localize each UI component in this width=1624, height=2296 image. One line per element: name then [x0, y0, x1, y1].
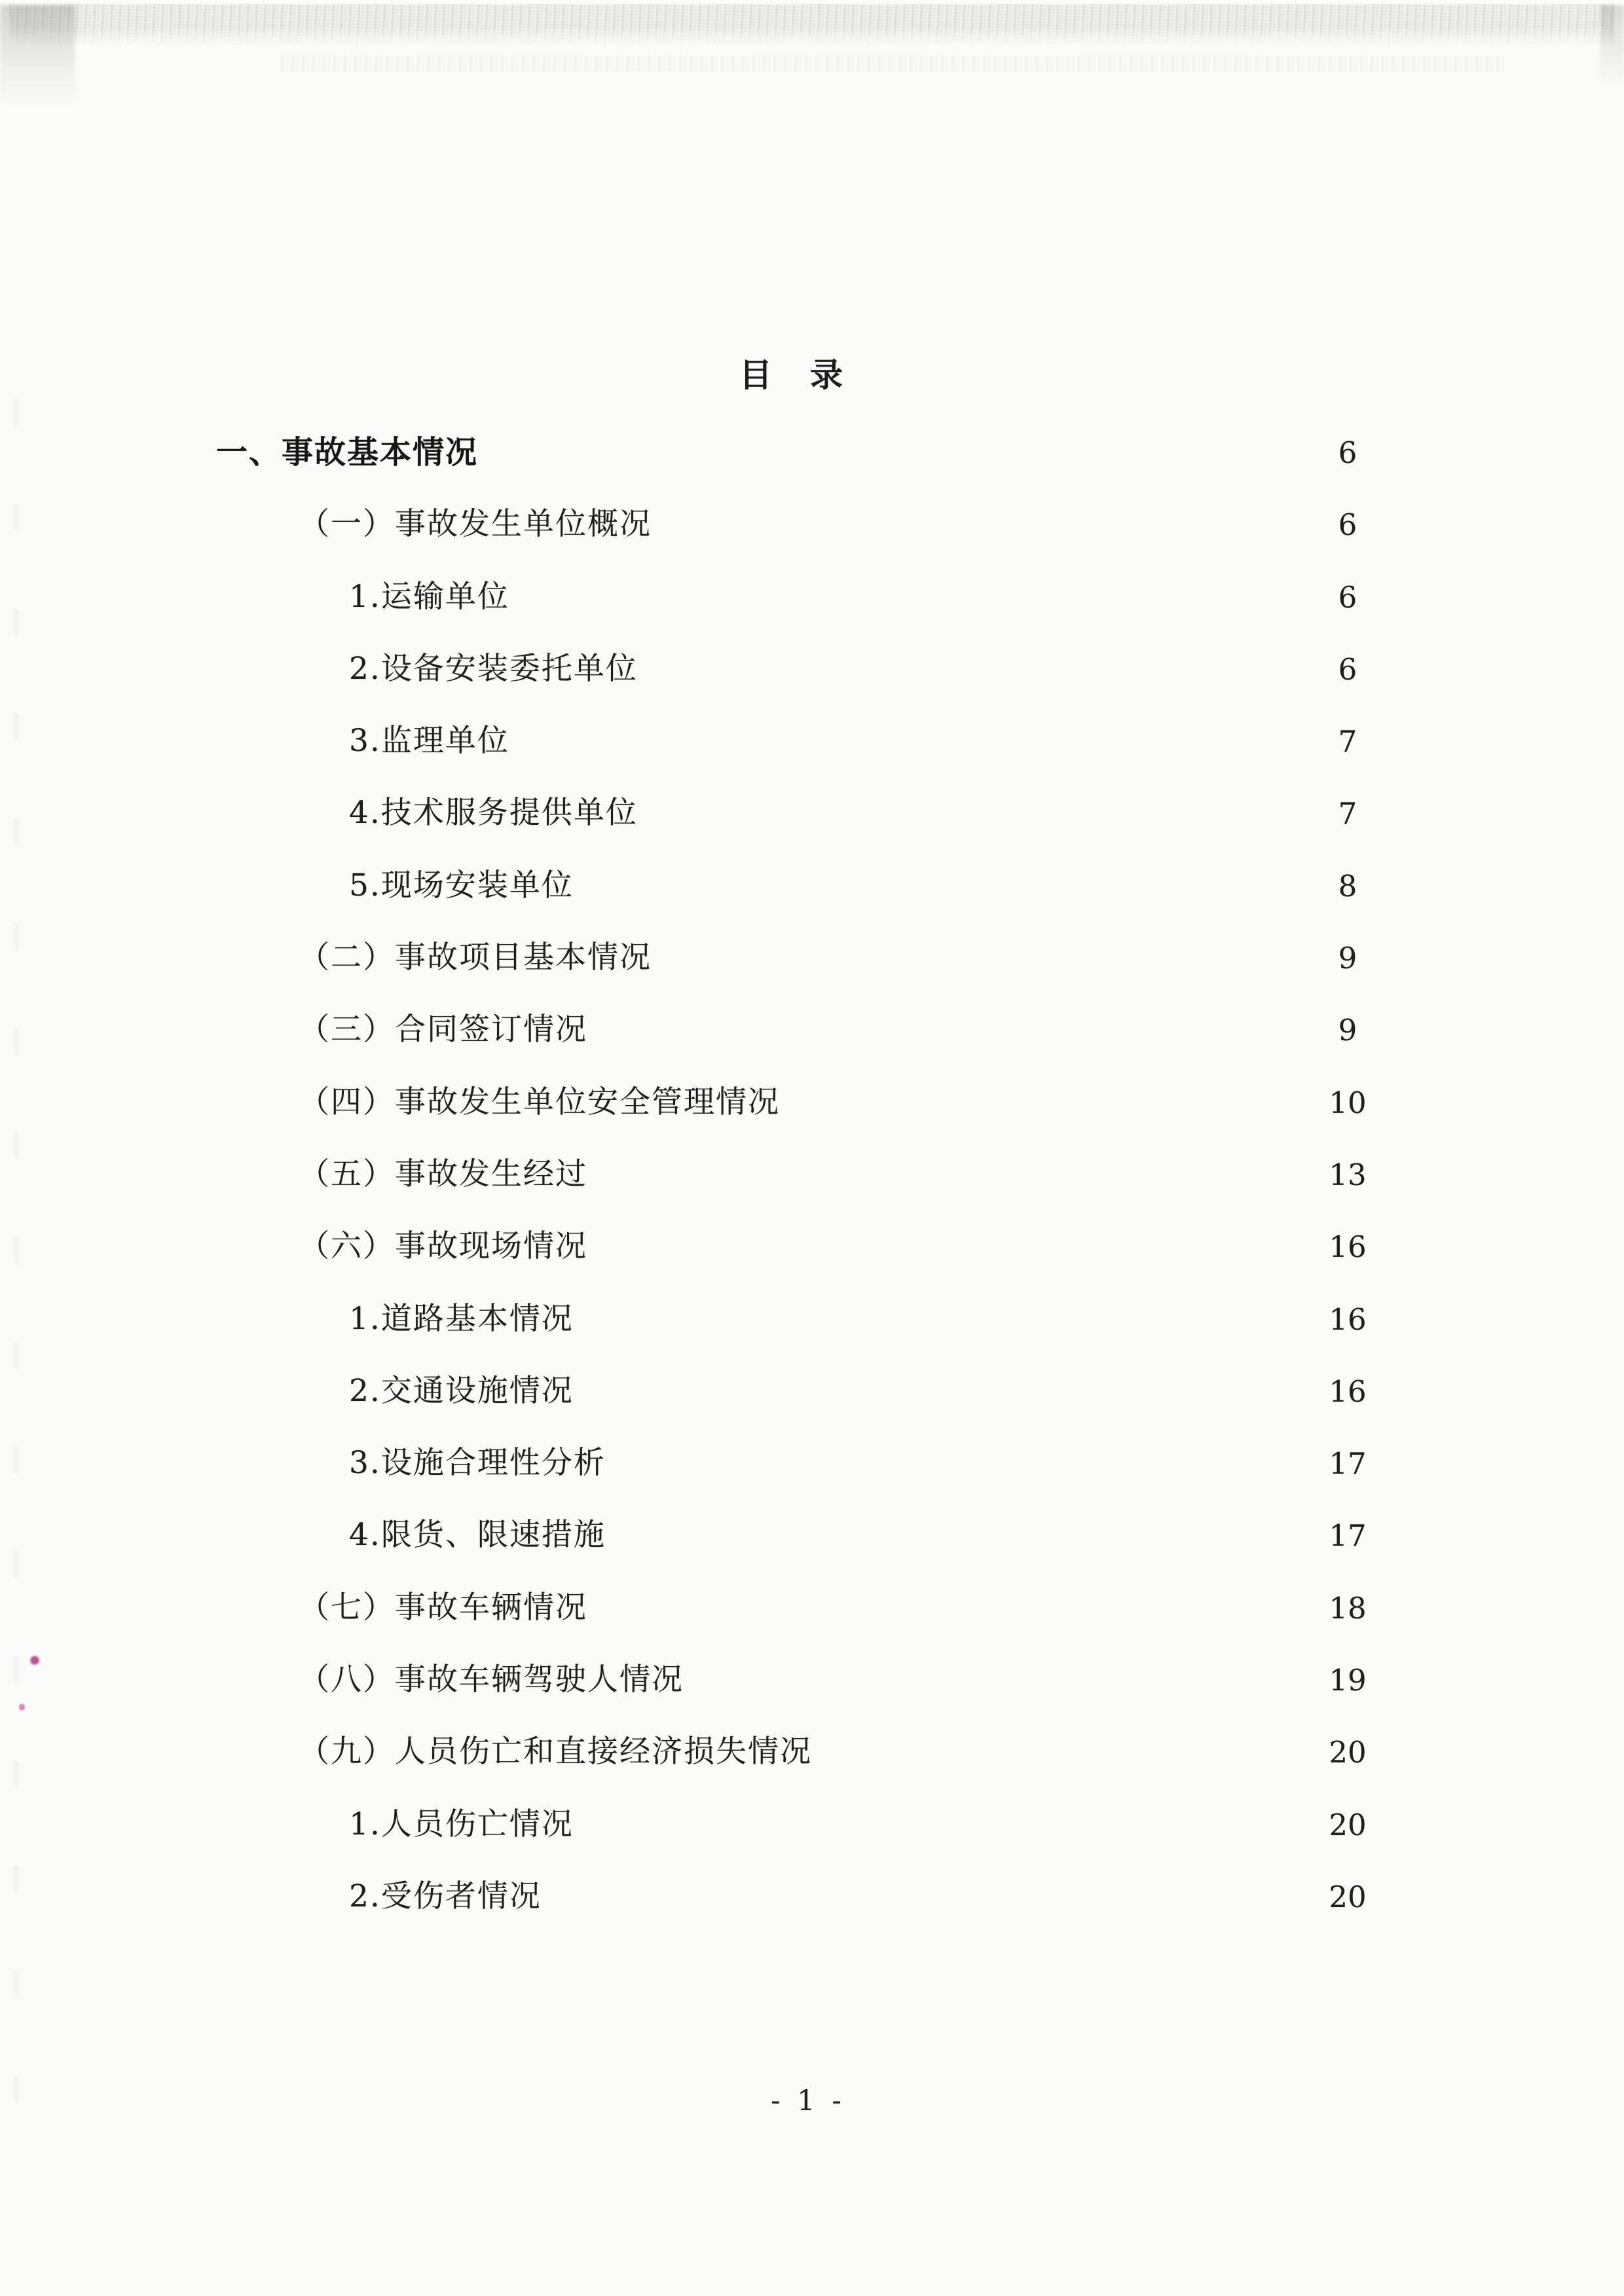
toc-entry-label: 3.监理单位 — [349, 723, 509, 759]
toc-entry-page: 19 — [1329, 1663, 1367, 1698]
toc-row — [0, 1433, 1624, 1505]
toc-entry-label: 3.设施合理性分析 — [349, 1445, 606, 1482]
scan-smudge-top-left — [0, 5, 75, 107]
toc-row — [0, 1722, 1624, 1794]
toc-row — [0, 494, 1624, 566]
toc-row — [0, 1867, 1624, 1939]
toc-entry-page: 18 — [1329, 1590, 1367, 1626]
toc-list — [0, 422, 1624, 1939]
toc-entry-label: 1.人员伤亡情况 — [349, 1806, 574, 1842]
toc-entry-page: 17 — [1329, 1518, 1367, 1554]
toc-row — [0, 1795, 1624, 1867]
toc-entry-page: 7 — [1338, 796, 1357, 831]
toc-row — [0, 1144, 1624, 1216]
toc-entry-page: 7 — [1338, 724, 1357, 759]
toc-entry-label: 2.设备安装委托单位 — [349, 650, 638, 687]
toc-row — [0, 422, 1624, 494]
toc-entry-page: 8 — [1338, 868, 1357, 903]
page-title: 目 录 — [739, 355, 845, 394]
toc-row — [0, 928, 1624, 1000]
toc-entry-page: 20 — [1329, 1735, 1367, 1770]
toc-row — [0, 1650, 1624, 1722]
toc-entry-page: 20 — [1329, 1879, 1367, 1914]
toc-entry-label: 2.交通设施情况 — [349, 1372, 574, 1409]
toc-entry-page: 6 — [1338, 651, 1357, 687]
toc-row — [0, 1216, 1624, 1288]
toc-entry-label: （三）合同签订情况 — [299, 1011, 587, 1048]
toc-row — [0, 1289, 1624, 1361]
scan-smudge-top-right — [1600, 5, 1624, 87]
scan-noise-band — [9, 4, 1615, 46]
toc-entry-label: （一）事故发生单位概况 — [299, 506, 652, 543]
toc-entry-label: 1.道路基本情况 — [349, 1300, 574, 1337]
toc-entry-page: 9 — [1338, 941, 1357, 976]
toc-entry-label: （七）事故车辆情况 — [299, 1589, 587, 1626]
scan-noise-line — [282, 56, 1506, 72]
toc-entry-page: 16 — [1329, 1374, 1367, 1409]
toc-entry-page: 10 — [1329, 1085, 1367, 1120]
toc-entry-page: 13 — [1329, 1157, 1367, 1192]
toc-row — [0, 1505, 1624, 1577]
toc-entry-page: 16 — [1329, 1302, 1367, 1337]
toc-entry-label: 一、事故基本情况 — [216, 434, 479, 471]
toc-row — [0, 856, 1624, 928]
toc-entry-label: （二）事故项目基本情况 — [299, 939, 652, 976]
toc-entry-page: 17 — [1329, 1446, 1367, 1482]
toc-entry-label: （六）事故现场情况 — [299, 1228, 587, 1265]
page-number-footer: - 1 - — [771, 2085, 845, 2117]
toc-row — [0, 567, 1624, 639]
toc-entry-label: 4.技术服务提供单位 — [349, 795, 638, 831]
toc-row — [0, 783, 1624, 855]
toc-row — [0, 1578, 1624, 1650]
toc-row — [0, 711, 1624, 783]
toc-row — [0, 1072, 1624, 1144]
toc-entry-label: （八）事故车辆驾驶人情况 — [299, 1662, 684, 1698]
toc-entry-label: （九）人员伤亡和直接经济损失情况 — [299, 1734, 812, 1770]
toc-entry-page: 6 — [1338, 435, 1357, 470]
toc-row — [0, 639, 1624, 711]
toc-row — [0, 1361, 1624, 1433]
toc-entry-page: 6 — [1338, 579, 1357, 615]
toc-entry-label: 1.运输单位 — [349, 578, 509, 615]
toc-entry-label: 5.现场安装单位 — [349, 867, 574, 903]
toc-entry-page: 6 — [1338, 507, 1357, 543]
toc-row — [0, 1000, 1624, 1072]
toc-entry-page: 16 — [1329, 1230, 1367, 1265]
toc-entry-label: （四）事故发生单位安全管理情况 — [299, 1084, 780, 1120]
toc-entry-page: 9 — [1338, 1013, 1357, 1048]
toc-entry-label: 2.受伤者情况 — [349, 1878, 542, 1914]
toc-entry-label: （五）事故发生经过 — [299, 1156, 587, 1192]
toc-entry-label: 4.限货、限速措施 — [349, 1517, 606, 1554]
toc-entry-page: 20 — [1329, 1807, 1367, 1842]
